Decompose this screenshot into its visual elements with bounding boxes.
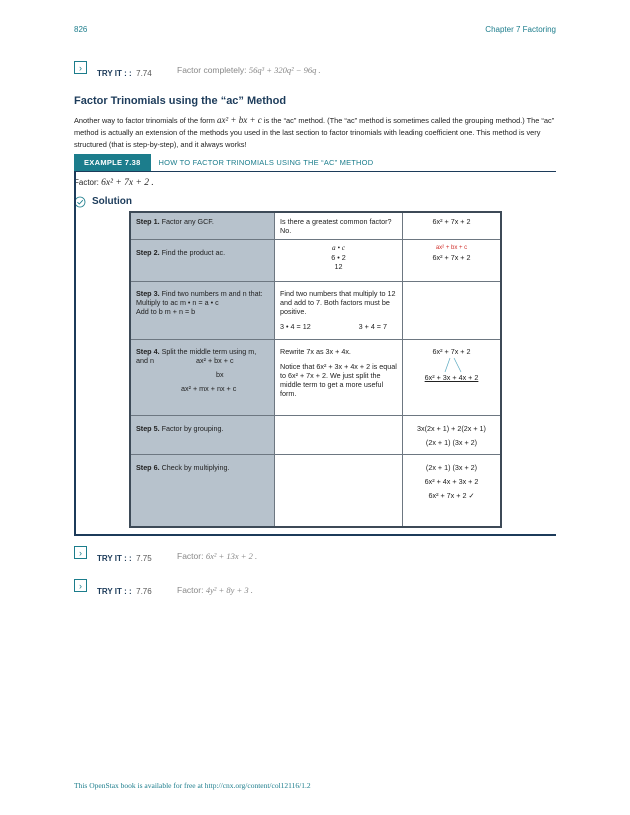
step-3-label: Step 3. Find two numbers m and n that: Multiply to ac m • n = a • c Add to b m + n = b	[130, 282, 275, 340]
solution-label: Solution	[92, 196, 132, 207]
step-4-label: Step 4. Split the middle term using m, and n ax² + bx + c bx ax² + mx + nx + c	[130, 340, 275, 416]
step-row-5	[130, 416, 501, 455]
step-5-explanation	[275, 416, 403, 455]
step-2-work: ax² + bx + c 6x² + 7x + 2	[403, 240, 502, 282]
example-header	[74, 154, 556, 172]
chevron-right-icon[interactable]: ›	[74, 61, 87, 74]
step-5-label: Step 5. Factor by grouping.	[130, 416, 275, 455]
step-row-1	[130, 212, 501, 240]
try-it-label: TRY IT : :	[97, 69, 132, 78]
example-stripe	[74, 171, 76, 534]
step-6-explanation	[275, 455, 403, 527]
factor-expression: 6x² + 7x + 2 .	[101, 178, 154, 188]
step-3-work	[403, 282, 502, 340]
step-row-3	[130, 282, 501, 340]
try-it-text: Factor completely:	[177, 65, 247, 75]
example-title: HOW TO FACTOR TRINOMIALS USING THE “AC” METHOD	[158, 158, 374, 167]
paragraph-text-a: Another way to factor trinomials of the form	[74, 116, 215, 125]
chevron-right-icon[interactable]: ›	[74, 546, 87, 559]
example-tag: EXAMPLE 7.38	[74, 154, 151, 171]
try-it-expression: 56q³ + 320q² − 96q .	[248, 65, 321, 75]
try-it-prompt	[177, 65, 321, 75]
try-it-text: Factor:	[177, 551, 204, 561]
footer-note: This OpenStax book is available for free at http://cnx.org/content/col12116/1.2	[74, 781, 311, 790]
section-title: Factor Trinomials using the “ac” Method	[74, 95, 287, 107]
section-paragraph	[74, 114, 556, 151]
ac-highlight: ax² + bx + c	[435, 245, 468, 251]
step-4-work: 6x² + 7x + 2 6x² + 3x + 4x + 2	[403, 340, 502, 416]
step-row-2	[130, 240, 501, 282]
try-it-label: TRY IT : :	[97, 587, 132, 596]
try-it-7-75	[97, 548, 152, 566]
factor-label: Factor:	[74, 178, 99, 187]
try-it-label: TRY IT : :	[97, 554, 132, 563]
paragraph-text-b: is the “ac” method. (The “ac” method is sometimes called the grouping method.) The “ac” method is actually an extension of the methods you used in the last section to factor trinomials with leading coefficient one. This method is very structured (that is step-by-step), and it always works!	[74, 116, 555, 149]
page-number: 826	[74, 25, 88, 34]
step-row-6	[130, 455, 501, 527]
step-1-label: Step 1. Factor any GCF.	[130, 212, 275, 240]
chapter-title: Chapter 7 Factoring	[485, 25, 556, 34]
try-it-prompt	[177, 551, 257, 561]
steps-table	[129, 211, 502, 528]
try-it-number: 7.76	[136, 587, 152, 596]
step-4-explanation: Rewrite 7x as 3x + 4x. Notice that 6x² + 3x + 4x + 2 is equal to 6x² + 7x + 2. We just split the middle term to get a more useful form.	[275, 340, 403, 416]
step-2-explanation: a • c 6 • 2 12	[275, 240, 403, 282]
example-bottom-rule	[74, 534, 556, 536]
try-it-7-76	[97, 581, 152, 599]
try-it-number: 7.75	[136, 554, 152, 563]
try-it-expression: 6x² + 13x + 2 .	[205, 551, 258, 561]
step-1-explanation: Is there a greatest common factor? No.	[275, 212, 403, 240]
step-1-work: 6x² + 7x + 2	[403, 212, 502, 240]
step-3-explanation: Find two numbers that multiply to 12 and add to 7. Both factors must be positive. 3 • 4 = 12 3 + 4 = 7	[275, 282, 403, 340]
step-5-work: 3x(2x + 1) + 2(2x + 1) (2x + 1) (3x + 2)	[403, 416, 502, 455]
split-arrows-icon	[417, 357, 487, 373]
example-problem	[74, 178, 154, 188]
try-it-prompt	[177, 585, 253, 595]
try-it-number: 7.74	[136, 69, 152, 78]
chevron-right-icon[interactable]: ›	[74, 579, 87, 592]
paragraph-expression: ax² + bx + c	[216, 115, 262, 125]
try-it-text: Factor:	[177, 585, 204, 595]
try-it-expression: 4y² + 8y + 3 .	[205, 585, 253, 595]
step-6-work: (2x + 1) (3x + 2) 6x² + 4x + 3x + 2 6x² + 7x + 2 ✓	[403, 455, 502, 527]
step-6-label: Step 6. Check by multiplying.	[130, 455, 275, 527]
step-row-4	[130, 340, 501, 416]
try-it-7-74	[97, 63, 152, 81]
step-2-label: Step 2. Find the product ac.	[130, 240, 275, 282]
